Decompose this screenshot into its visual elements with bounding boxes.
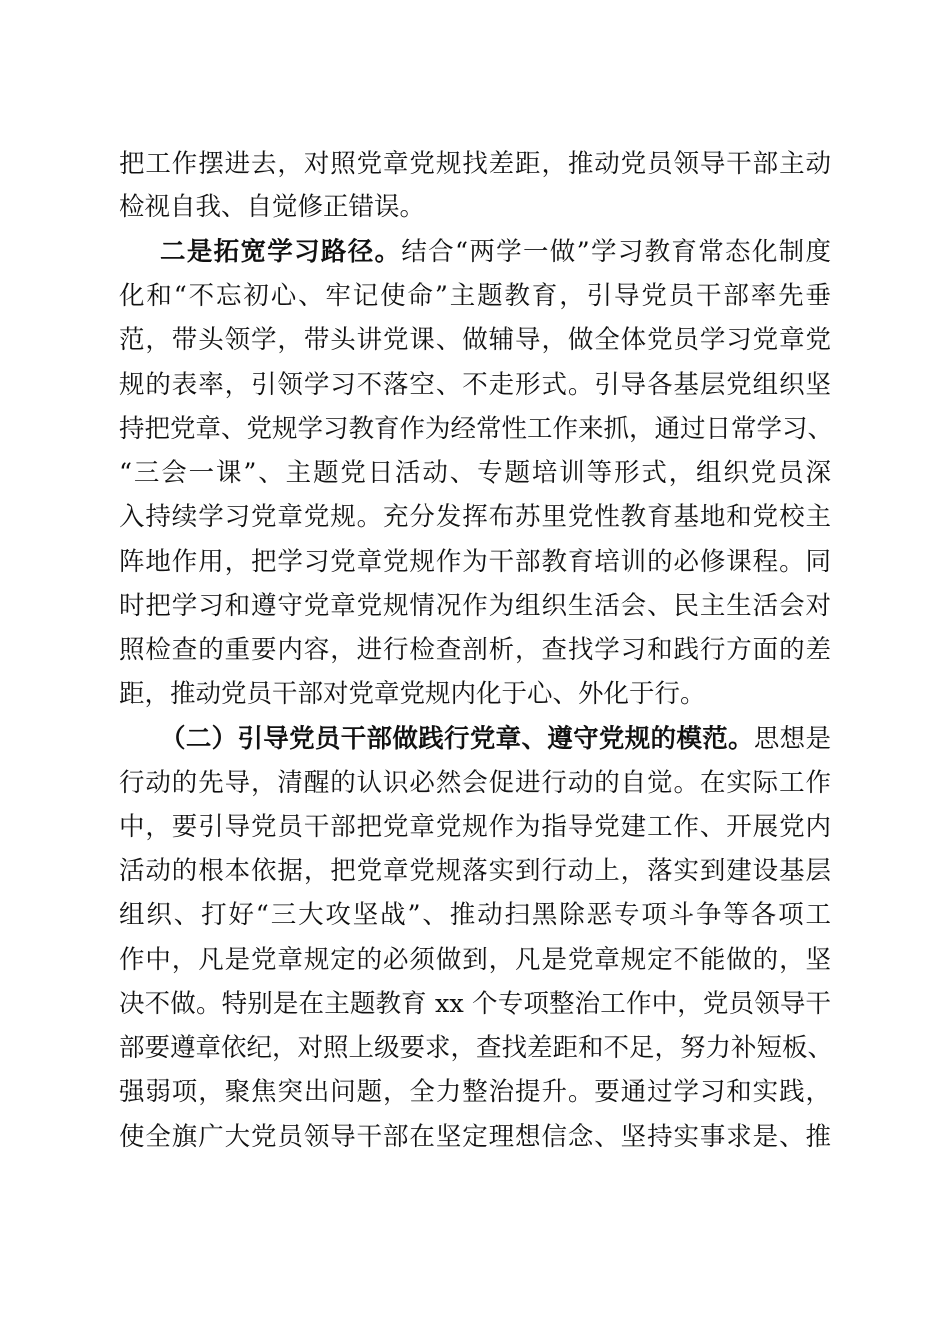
text-line: 规的表率，引领学习不落空、不走形式。引导各基层党组织坚: [119, 370, 831, 400]
text-line: 把工作摆进去，对照党章党规找差距，推动党员领导干部主动: [119, 149, 831, 179]
text-line: 强弱项，聚焦突出问题，全力整治提升。要通过学习和实践，: [119, 1077, 831, 1107]
text-line: 组织、打好“三大攻坚战”、推动扫黑除恶专项斗争等各项工: [119, 900, 831, 930]
text-line: 阵地作用，把学习党章党规作为干部教育培训的必修课程。同: [119, 547, 831, 577]
paragraph-first-line: [160, 232, 831, 272]
paragraph-first-line: [160, 719, 831, 759]
paragraph-heading: 二是拓宽学习路径。: [160, 237, 402, 267]
text-line: “三会一课”、主题党日活动、专题培训等形式，组织党员深: [119, 458, 831, 488]
text-line: 使全旗广大党员领导干部在坚定理想信念、坚持实事求是、推: [119, 1122, 831, 1152]
text-line: 照检查的重要内容，进行检查剖析，查找学习和践行方面的差: [119, 635, 831, 665]
text-line: 决不做。特别是在主题教育 xx 个专项整治工作中，党员领导干: [119, 989, 831, 1019]
text-line: 持把党章、党规学习教育作为经常性工作来抓，通过日常学习、: [119, 414, 834, 444]
text-line: 时把学习和遵守党章党规情况作为组织生活会、民主生活会对: [119, 591, 831, 621]
text-line: 化和“不忘初心、牢记使命”主题教育，引导党员干部率先垂: [119, 281, 831, 311]
text-line: 入持续学习党章党规。充分发挥布苏里党性教育基地和党校主: [119, 502, 831, 532]
section-heading: （二）引导党员干部做践行党章、遵守党规的模范。: [160, 724, 754, 754]
text-line: 距，推动党员干部对党章党规内化于心、外化于行。: [119, 679, 706, 709]
text-line: 行动的先导，清醒的认识必然会促进行动的自觉。在实际工作: [119, 768, 831, 798]
text-line: 范，带头领学，带头讲党课、做辅导，做全体党员学习党章党: [119, 325, 831, 355]
text-line: 检视自我、自觉修正错误。: [119, 192, 426, 222]
paragraph-text: 思想是: [753, 724, 831, 754]
paragraph-text: 结合“两学一做”学习教育常态化制度: [401, 237, 831, 267]
text-line: 中，要引导党员干部把党章党规作为指导党建工作、开展党内: [119, 812, 831, 842]
text-line: 作中，凡是党章规定的必须做到，凡是党章规定不能做的，坚: [119, 945, 831, 975]
text-line: 活动的根本依据，把党章党规落实到行动上，落实到建设基层: [119, 856, 831, 886]
text-line: 部要遵章依纪，对照上级要求，查找差距和不足，努力补短板、: [119, 1033, 834, 1063]
